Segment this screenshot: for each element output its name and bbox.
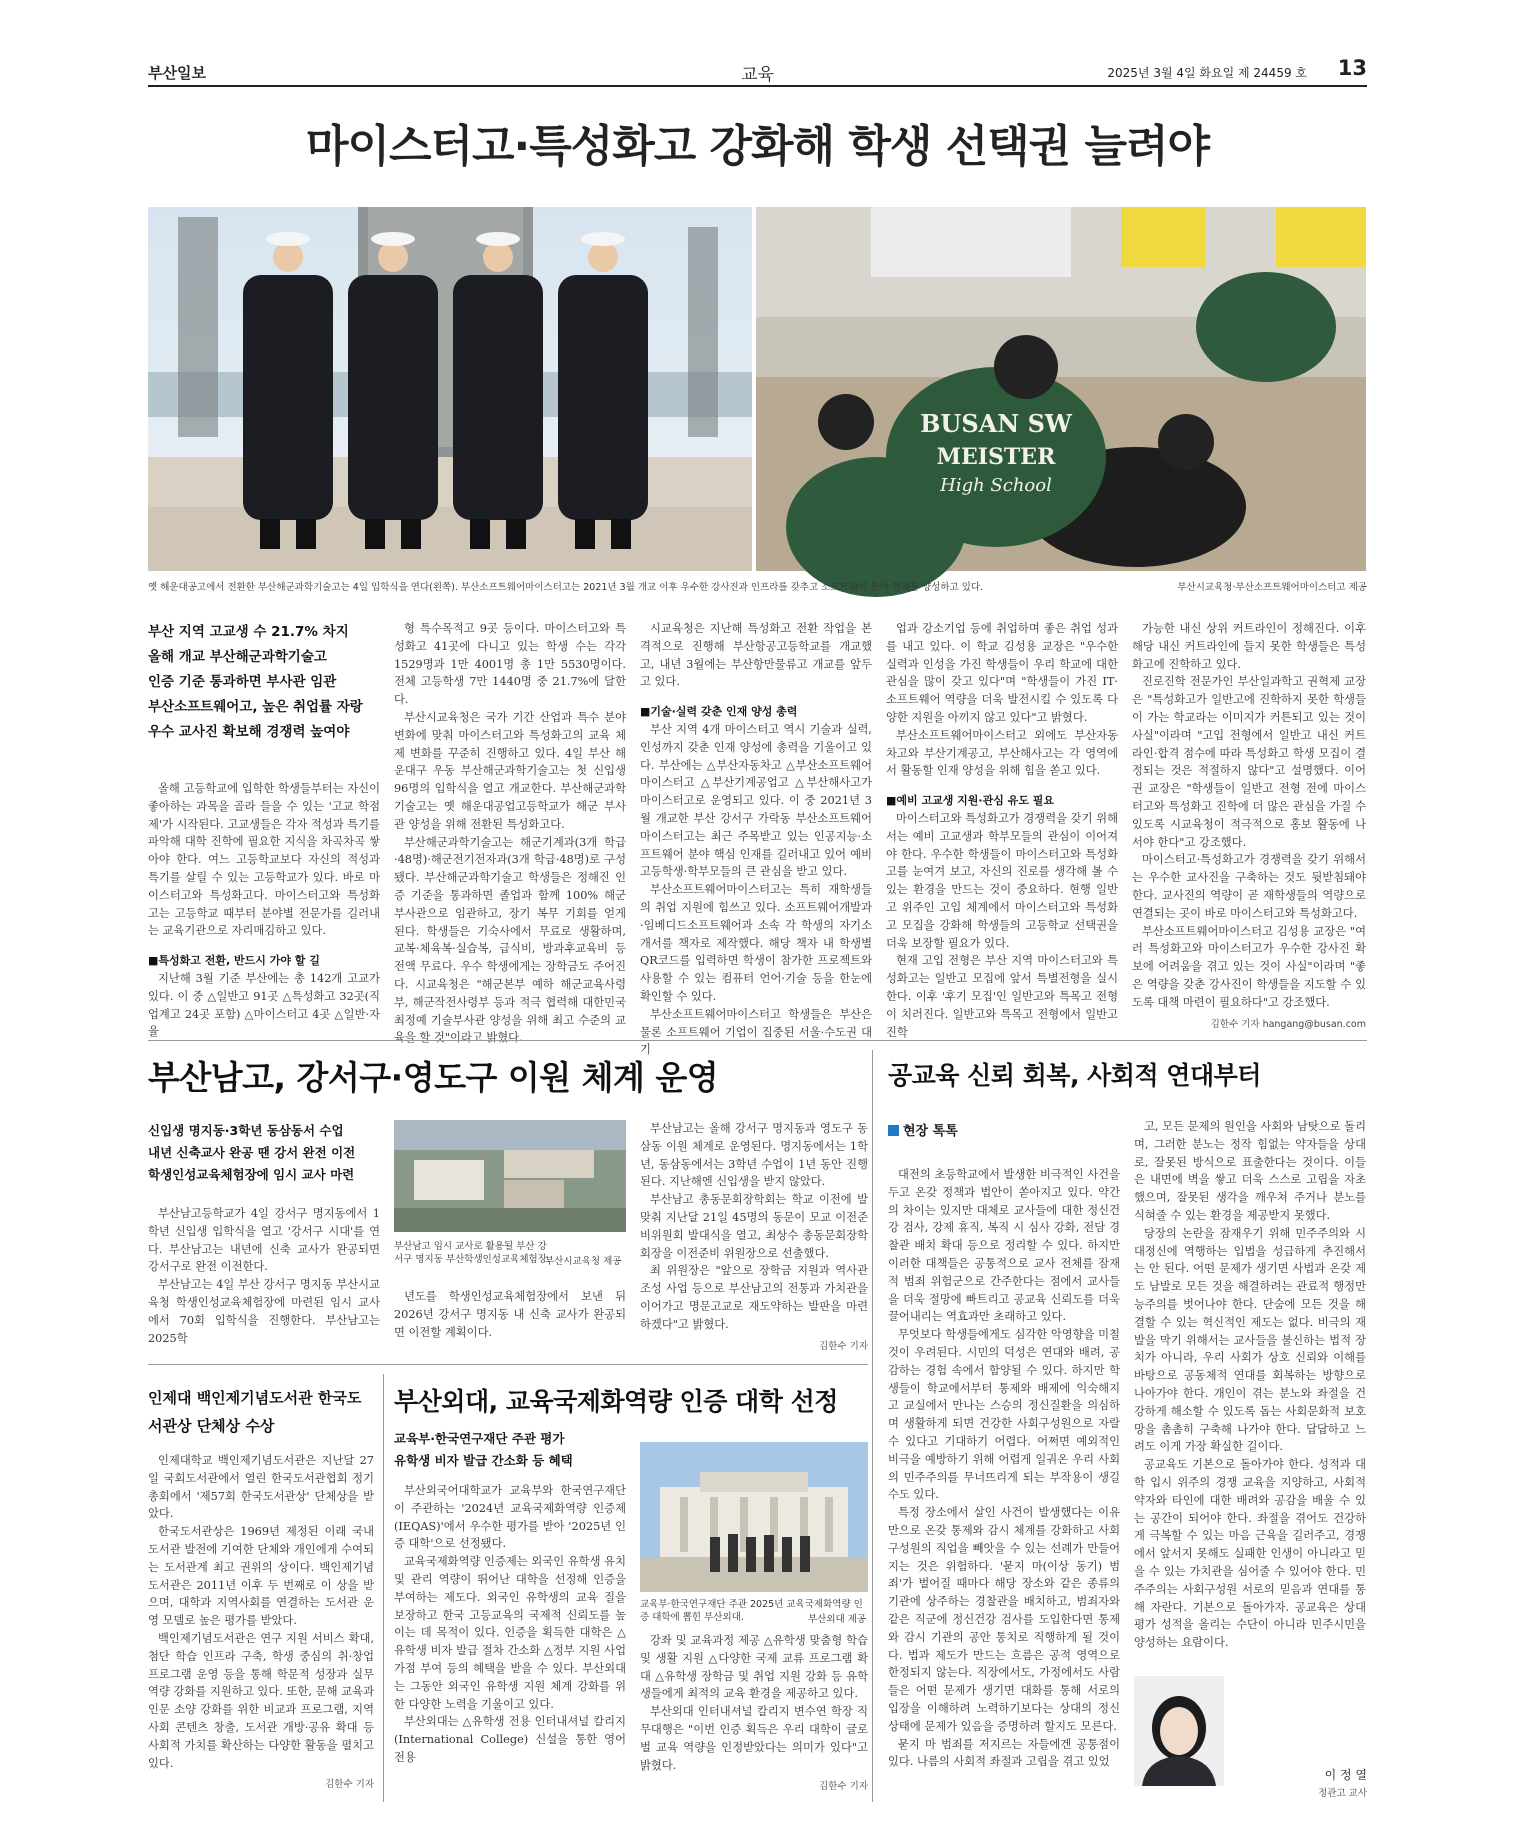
body-paragraph: 부산외대는 △유학생 전용 인터내셔널 칼리지(International College) 신설을 통한 영어 전용 [394,1715,626,1764]
photo-sw-meister-classroom [756,207,1366,571]
body-paragraph: 올해 고등학교에 입학한 학생들부터는 자신이 좋아하는 과목을 골라 들을 수 있는 '고교 학점제'가 시작된다. 고교생들은 각자 적성과 특기를 파악해 대학 진학에 필요한 지식을 차곡차곡 쌓아야 한다. 여느 고등학교보다 자신의 적성과 특기를 살릴 수 있는 고등학교가 있다. 바로 마이스터고와 특성화고다. 마이스터고와 특성화고는 고등학교 때부터 분야별 전문가를 길러내는 교육기관으로 자리매김하고 있다. [148,782,380,938]
story3-byline: 김한수 기자 [325,1779,374,1791]
body-paragraph: 교육국제화역량 인증제는 외국인 유학생 유치 및 관리 역량이 뛰어난 대학을 선정해 인증을 부여하는 제도다. 외국인 유학생의 교육 질을 보장하고 한국 고등교육의 국제적 신뢰도를 높이는 데 목적이 있다. 인증을 획득한 대학은 △유학생 비자 발급 절차 간소화 △정부 지원 사업 가점 부여 등의 혜택을 받을 수 있다. 부산외대는 그동안 외국인 유학생 지원 체계 강화를 위한 다양한 노력을 기울이고 있다. [394,1555,626,1711]
body-paragraph: 형 특수목적고 9곳 등이다. 마이스터고와 특성화고 41곳에 다니고 있는 학생 수는 각각 1529명과 1만 4001명 총 1만 5530명이다. 전체 고등학생 7만 1440명 중 21.7%에 달한다. [394,622,626,707]
column-tag-label: 현장 톡톡 [903,1124,958,1139]
story4-headline: 부산외대, 교육국제화역량 인증 대학 선정 [394,1387,838,1416]
column-divider [383,1374,384,1802]
main-photo-caption: 옛 해운대공고에서 전환한 부산해군과학기술고는 4일 입학식을 연다(왼쪽). 부산소프트웨어마이스터고는 2021년 3월 개교 이후 우수한 강사진과 인프라를 갖추고 소프트웨어 분야 인재를 양성하고 있다. [148,582,984,593]
body-paragraph: 부산 지역 4개 마이스터고 역시 기술과 실력, 인성까지 갖춘 인재 양성에 총력을 기울이고 있다. 부산에는 △부산자동차고 △부산소프트웨어마이스터고 △부산기계공업고 △부산해사고가 마이스터고로 운영되고 있다. 이 중 2021년 3월 개교한 부산 강서구 가락동 부산소프트웨어마이스터고는 최근 주목받고 있는 인공지능·소프트웨어 분야 핵심 인재를 길러내고 있어 예비 고등학생·학부모들의 큰 관심을 받고 있다. [640,722,872,879]
section-name: 교육 [741,65,774,85]
column-tag [888,1120,958,1139]
body-paragraph: 강좌 및 교육과정 제공 △유학생 맞춤형 학습 및 생활 지원 △다양한 국제 교류 프로그램 확대 △유학생 장학금 및 취업 지원 강화 등 유학생들에게 최적의 교육 환경을 제공하고 있다. [640,1634,868,1701]
body-paragraph: 부산시교육청은 국가 기간 산업과 특수 분야 변화에 맞춰 마이스터고와 특성화고의 교육 체제 변화를 꾸준히 진행하고 있다. 4일 부산 해운대구 우동 부산해군과학기술고는 첫 신입생 96명의 입학식을 열고 개교한다. 부산해군과학기술고는 옛 해운대공업고등학교가 해군 부사관 양성을 위해 전환된 특성화고다. [394,710,626,831]
body-paragraph: 부산소프트웨어마이스터고 외에도 부산자동차고와 부산기계공고, 부산해사고는 각 영역에서 활동할 인재 양성을 위해 힘을 쏟고 있다. [886,728,1118,778]
story2-deck [148,1120,398,1186]
deck-line: 올해 개교 부산해군과학기술고 [148,649,327,665]
section-divider [148,1040,1367,1041]
deck-line: 부산 지역 고교생 수 21.7% 차지 [148,624,349,640]
story3-headline: 인제대 백인제기념도서관 한국도서관상 단체상 수상 [148,1389,362,1435]
body-paragraph: 지난해 3월 기준 부산에는 총 142개 고교가 있다. 이 중 △일반고 91곳 △특성화고 32곳(직업계고 24곳 포함) △마이스터고 4곳 △일반·자율 [148,971,380,1039]
author-portrait [1134,1676,1224,1786]
story2-col-3 [640,1120,868,1352]
deck-line: 학생인성교육체험장에 임시 교사 마련 [148,1167,355,1182]
page-number: 13 [1337,56,1367,80]
author-title: 정관고 교사 [1318,1788,1367,1799]
jacket-line-3: High School [940,475,1052,496]
body-paragraph: 백인제기념도서관은 연구 지원 서비스 확대, 첨단 학습 인프라 구축, 학생 중심의 취·창업 프로그램 운영 등을 통해 학문적 성장과 실무 역량 강화를 지원하고 있다. 또한, 문해 교육과 인문 소양 강화를 위한 비교과 프로그램, 지역사회 콘텐츠 창출, 도서관 개방·공유 확대 등 사회적 가치를 확산하는 다양한 활동을 펼치고 있다. [148,1631,374,1770]
subhead: ■특성화고 전환, 반드시 가야 할 길 [148,954,320,968]
story2-col-1 [148,1205,380,1345]
body-paragraph: 가능한 내신 상위 커트라인이 정해진다. 이후 해당 내신 커트라인에 들지 못한 학생들은 특성화고에 진학하고 있다. [1132,622,1366,671]
column-col-1 [888,1166,1120,1802]
body-paragraph: 업과 강소기업 등에 취업하며 좋은 취업 성과를 내고 있다. 이 학교 김성용 교장은 "우수한 실력과 인성을 가진 학생들이 우리 학교에 대한 관심을 많이 갖고 있다"며 "학생들이 가진 IT·소프트웨어 역량을 더욱 발전시킬 수 있도록 다양한 지원을 아끼지 않고 있다"고 밝혔다. [886,622,1118,724]
body-paragraph: 현재 고입 전형은 부산 지역 마이스터고와 특성화고는 일반고 모집에 앞서 특별전형을 실시한다. 이후 '후기 모집'인 일반고와 특목고 전형이 치러진다. 일반고와 특목고 전형에서 일반고 진학 [886,954,1118,1039]
body-paragraph: 공교육도 기본으로 돌아가야 한다. 성적과 대학 입시 위주의 경쟁 교육을 지양하고, 사회적 약자와 타인에 대한 배려와 공감을 배울 수 있는 공간이 되어야 한다. 좌절을 겪어도 건강하게 극복할 수 있는 마음 근육을 길러주고, 경쟁에서 앞서지 못해도 실패한 인생이 아니라고 믿을 수 있는 가치관을 심어줄 수 있어야 한다. 민주주의는 사회구성원 서로의 믿음과 연대를 통해 자란다. 기본으로 돌아가자. 공교육은 상대평가 성적을 올리는 수단이 아니라 민주시민을 양성하는 요람이다. [1134,1458,1366,1650]
column-col-2 [1134,1118,1366,1650]
story2-headline: 부산남고, 강서구·영도구 이원 체계 운영 [148,1058,719,1097]
story4-byline: 김한수 기자 [819,1781,868,1793]
subhead: ■예비 고교생 지원·관심 유도 필요 [886,794,1055,808]
masthead [148,58,1367,84]
jacket-line-2: MEISTER [936,444,1056,470]
body-paragraph: 부산남고는 4일 부산 강서구 명지동 부산시교육청 학생인성교육체험장에 마련된 임시 교사에서 70회 입학식을 진행한다. 부산남고는 2025학 [148,1278,380,1345]
main-headline: 마이스터고·특성화고 강화해 학생 선택권 늘려야 [305,121,1210,172]
body-paragraph: 인제대학교 백인제기념도서관은 지난달 27일 국회도서관에서 열린 한국도서관협회 정기총회에서 '제57회 한국도서관상' 단체상을 받았다. [148,1454,374,1521]
main-col-3 [640,620,872,1057]
photo-bufs-students [640,1442,868,1592]
body-paragraph: 부산해군과학기술고는 해군기계과(3개 학급·48명)·해군전기전자과(3개 학급·48명)로 구성됐다. 부산해군과학기술고 학생들은 정해진 인증 기준을 통과하면 졸업과 함께 100% 해군 부사관으로 임관하고, 장기 복무 기회를 얻게 된다. 학생들은 기숙사에서 무료로 생활하며, 교복·체육복·실습복, 급식비, 방과후교육비 등 전액 무료다. 우수 학생에게는 장학금도 주어진다. 시교육청은 "해군본부 예하 해군교육사령부, 해군작전사령부 등과 적극 협력해 대한민국 최정예 기술부사관 양성을 위해 최고 수준의 교육을 할 것"이라고 밝혔다. [394,835,626,1045]
story2-photo-caption: 부산남고 임시 교사로 활용될 부산 강서구 명지동 부산학생인성교육체험장. [394,1241,550,1265]
main-col-1 [148,780,380,1039]
story2-byline: 김한수 기자 [819,1340,868,1352]
body-paragraph: 최 위원장은 "앞으로 장학금 지원과 역사관 조성 사업 등으로 부산남고의 전통과 가치관을 이어가고 명문고교로 재도약하는 발판을 마련하겠다"고 밝혔다. [640,1264,868,1331]
body-paragraph: 당장의 논란을 잠재우기 위해 민주주의와 시대정신에 역행하는 입법을 성급하게 추진해서는 안 된다. 어떤 문제가 생기면 사법과 온갖 제도 남발로 모든 것을 해결하려는 관료적 행정만능주의를 벗어나야 한다. 단숨에 모든 것을 해결할 수 있는 혁신적인 제도는 없다. 비극의 재발을 막기 위해서는 교사들을 불신하는 법적 장치가 아니라, 우리 사회가 상호 신뢰와 이해를 바탕으로 공동체적 연대를 회복하는 방향으로 나아가야 한다. 개인이 겪는 분노와 좌절을 건강하게 해소할 수 있도록 돕는 사회문화적 보호망을 촘촘히 구축해 나가야 한다. 답답하고 느려도 이게 가장 확실한 길이다. [1134,1226,1366,1454]
body-paragraph: 무엇보다 학생들에게도 심각한 악영향을 미칠 것이 우려된다. 시민의 덕성은 연대와 배려, 공감하는 경험 속에서 함양될 수 있다. 하지만 학생들이 학교에서부터 통제와 배제에 익숙해지고 교실에서 만나는 스승의 정신질환을 의심하며 생활하게 되면 건강한 사회구성원으로 자랄 수 있다고 기대하기 어렵다. 어쩌면 예외적인 비극을 예방하기 위해 어렵게 일궈온 우리 사회의 민주주의를 무너뜨리게 되는 부작용이 생길 수도 있다. [888,1328,1120,1502]
story2-col-2 [394,1288,626,1348]
column-divider [872,1050,873,1802]
body-paragraph: 특정 장소에서 살인 사건이 발생했다는 이유만으로 온갖 통제와 감시 체계를 강화하고 사회구성원의 직업을 빼앗을 수 있는 선례가 만들어지는 것은 위험하다. '묻지 마(이상 동기) 범죄'가 벌어질 때마다 해당 장소와 같은 종류의 기관에 상주하는 경찰관을 배치하고, 범죄자와 같은 직군에 정신건강 검사를 도입한다면 통제와 감시 기관의 공안 통치로 직행하게 될 것이다. 법과 제도가 만드는 흐름은 공적 영역으로 한정되지 않는다. 직장에서도, 가정에서도 사람들은 어떤 문제가 생기면 대화를 통해 서로의 입장을 이해하려 노력하기보다는 상대의 정신 상태에 문제가 있음을 증명하려 할지도 모른다. [888,1506,1120,1733]
main-deck [148,620,378,745]
body-paragraph: 부산소프트웨어마이스터고 김성용 교장은 "여러 특성화고와 마이스터고가 우수한 강사진 확보에 어려움을 겪고 있는 것이 사실"이라며 "좋은 역량을 갖춘 강사진이 학생들을 지도할 수 있도록 대책 마련이 필요하다"고 강조했다. [1132,924,1366,1009]
deck-line: 내년 신축교사 완공 땐 강서 완전 이전 [148,1145,356,1160]
body-paragraph: 부산소프트웨어마이스터고 학생들은 부산은 물론 소프트웨어 기업이 집중된 서울·수도권 대기 [640,1007,872,1057]
body-paragraph: 부산남고 총동문회장학회는 학교 이전에 발맞춰 지난달 21일 45명의 동문이 모교 이전준비위원회 발대식을 열고, 최상수 총동문회장학회장을 이전준비 위원장으로 선출했다. [640,1193,868,1260]
column-headline: 공교육 신뢰 회복, 사회적 연대부터 [888,1061,1261,1090]
masthead-rule [148,85,1367,87]
body-paragraph: 고, 모든 문제의 원인을 사회와 남탓으로 돌리며, 그러한 분노는 정작 힘없는 약자들을 상대로, 잘못된 방식으로 표출한다는 것이다. 이들은 내면에 벽을 쌓고 더욱 스스로 고립을 자초했으며, 잘못된 생각을 깨우쳐 주거나 분노를 식혀줄 수 있는 환경을 제공받지 못했다. [1134,1120,1366,1222]
body-paragraph: 부산남고는 올해 강서구 명지동과 영도구 동삼동 이원 체계로 운영된다. 명지동에서는 1학년, 동삼동에서는 3학년 수업이 1년 동안 진행된다. 지난해엔 신입생을 받지 않았다. [640,1122,868,1189]
main-col-4 [886,620,1118,1039]
photo-naval-cadets [148,207,752,571]
deck-line: 우수 교사진 확보해 경쟁력 높여야 [148,724,350,740]
story4-photo-caption: 교육부·한국연구재단 주관 2025년 교육국제화역량 인증 대학에 뽑힌 부산외대. [640,1599,863,1623]
story2-photo-credit: 부산시교육청 제공 [545,1256,622,1267]
tag-square-icon [888,1125,899,1136]
deck-line: 교육부·한국연구재단 주관 평가 [394,1431,565,1446]
body-paragraph: 부산남고등학교가 4일 강서구 명지동에서 1학년 신입생 입학식을 열고 '강서구 시대'를 연다. 부산남고는 내년에 신축 교사가 완공되면 강서구로 완전 이전한다. [148,1207,380,1274]
body-paragraph: 마이스터고·특성화고가 경쟁력을 갖기 위해서는 우수한 교사진을 구축하는 것도 뒷받침돼야 한다. 교사진의 역량이 곧 재학생들의 역량으로 연결되는 곳이 바로 마이스터고와 특성화고다. [1132,853,1366,920]
body-paragraph: 년도를 학생인성교육체험장에서 보낸 뒤 2026년 강서구 명지동 내 신축 교사가 완공되면 이전할 계획이다. [394,1290,626,1339]
author-name: 이 정 열 [1324,1768,1367,1782]
photo-campus-art [394,1120,626,1232]
deck-line: 신입생 명지동·3학년 동삼동서 수업 [148,1123,344,1138]
deck-line: 유학생 비자 발급 간소화 등 혜택 [394,1453,573,1468]
photo-classroom-art [756,207,1366,571]
body-paragraph: 부산외국어대학교가 교육부와 한국연구재단이 주관하는 '2024년 교육국제화역량 인증제(IEQAS)'에서 우수한 평가를 받아 '2025년 인증 대학'으로 선정됐다. [394,1484,626,1551]
paper-name: 부산일보 [148,64,206,82]
story4-photo-credit: 부산외대 제공 [808,1614,867,1625]
body-paragraph: 마이스터고와 특성화고가 경쟁력을 갖기 위해서는 예비 고교생과 학부모들의 관심이 이어져야 한다. 우수한 학생들이 마이스터고와 특성화고를 눈여겨 보고, 자신의 진로를 생각해 볼 수 있는 환경을 만드는 것이 중요하다. 현행 일반고 위주인 고입 체계에서 마이스터고와 특성화고 모집을 강화해 학생들의 고등학교 선택권을 더욱 보장할 필요가 있다. [886,811,1118,950]
body-paragraph: 대전의 초등학교에서 발생한 비극적인 사건을 두고 온갖 정책과 법안이 쏟아지고 있다. 약간의 차이는 있지만 대체로 교사들에 대한 정신건강 검사, 강제 휴직, 복직 시 심사 강화, 전담 경찰관 배치 확대 등으로 정리할 수 있다. 하지만 이러한 대책들은 공통적으로 교사 전체를 잠재적 범죄 위험군으로 간주한다는 점에서 교사들을 더욱 절망에 빠트리고 공교육 신뢰도를 더욱 끌어내리는 역효과만 초래하고 있다. [888,1168,1120,1324]
author-portrait-art [1134,1676,1224,1786]
photo-naval-cadets-art [148,207,752,571]
deck-line: 부산소프트웨어고, 높은 취업률 자랑 [148,699,363,715]
photo-namgo-campus [394,1120,626,1232]
story4-col-2 [640,1632,868,1802]
subhead: ■기술·실력 갖춘 인재 양성 총력 [640,705,798,719]
body-paragraph: 부산소프트웨어마이스터고는 특히 재학생들의 취업 지원에 힘쓰고 있다. 소프트웨어개발과·임베디드소프트웨어과 소속 각 학생의 자기소개서를 책자로 제작했다. 해당 책자 내 학생별 QR코드를 입력하면 학생이 참가한 프로젝트와 사용할 수 있는 컴퓨터 언어·기술 등을 한눈에 확인할 수 있다. [640,883,872,1003]
body-paragraph: 묻지 마 범죄를 저지르는 자들에겐 공통점이 있다. 나름의 사회적 좌절과 고립을 겪고 있었 [888,1737,1120,1769]
main-col-2 [394,620,626,1045]
story4-col-1 [394,1482,626,1802]
main-photo-credit: 부산시교육청·부산소프트웨어마이스터고 제공 [1177,582,1367,593]
photo-bufs-art [640,1442,868,1592]
deck-line: 인증 기준 통과하면 부사관 임관 [148,674,337,690]
body-paragraph: 진로진학 전문가인 부산일과학고 권혁제 교장은 "특성화고가 일반고에 진학하지 못한 학생들이 가는 학교라는 이미지가 커튼되고 있는 것이 사실"이라며 "고입 전형에서 일반고 내신 커트라인·합격 점수에 따라 특성화고 학생 모집이 결정되는 것은 적절하지 않다"고 설명했다. 이어 권 교장은 "학생들이 일반고 전형 전에 마이스터고와 특성화고 진학에 더 많은 관심을 가질 수 있도록 시교육청이 적극적으로 홍보 활동에 나서야 한다"고 강조했다. [1132,675,1366,849]
body-paragraph: 시교육청은 지난해 특성화고 전환 작업을 본격적으로 진행해 부산항공고등학교를 개교했고, 내년 3월에는 부산항만물류고 개교를 앞두고 있다. [640,622,872,689]
jacket-line-1: BUSAN SW [920,409,1072,438]
main-byline: 김한수 기자 hangang@busan.com [1210,1018,1366,1030]
section-divider [148,1364,868,1365]
story3-col [148,1452,374,1802]
body-paragraph: 한국도서관상은 1969년 제정된 이래 국내 도서관 발전에 기여한 단체와 개인에게 수여되는 도서관계 최고 권위의 상이다. 백인제기념도서관은 2011년 이후 두 번째로 이 상을 받으며, 대학과 지역사회를 연결하는 도서관 운영 모델로 높은 평가를 받았다. [148,1525,374,1628]
main-col-5 [1132,620,1366,1028]
issue-date: 2025년 3월 4일 화요일 제 24459 호 [1107,66,1307,80]
story4-deck [394,1428,634,1472]
body-paragraph: 부산외대 인터내셔널 칼리지 변수연 학장 직무대행은 "이번 인증 획득은 우리 대학이 글로벌 교육 역량을 인정받았다는 의미가 있다"고 밝혔다. [640,1705,868,1772]
